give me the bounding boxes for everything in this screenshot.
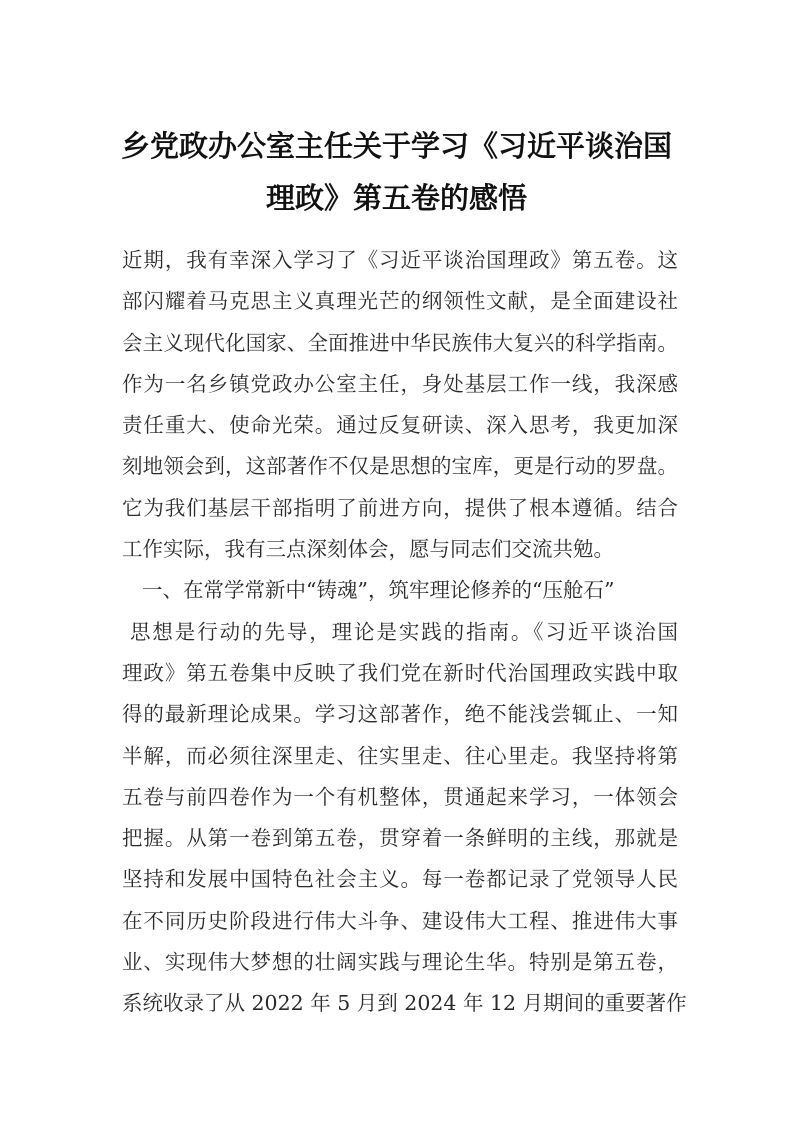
body-line: 部闪耀着马克思主义真理光芒的纲领性文献，是全面建设社 xyxy=(122,289,678,314)
body-line: 工作实际，我有三点深刻体会，愿与同志们交流共勉。 xyxy=(122,537,614,562)
section-heading: 一、在常学常新中“铸魂”，筑牢理论修养的“压舱石” xyxy=(142,578,615,603)
body-line: 责任重大、使命光荣。通过反复研读、深入思考，我更加深 xyxy=(122,413,678,438)
body-line: 理政》第五卷集中反映了我们党在新时代治国理政实践中取 xyxy=(122,660,678,685)
body-line: 它为我们基层干部指明了前进方向，提供了根本遵循。结合 xyxy=(122,495,678,520)
body-line: 业、实现伟大梦想的壮阔实践与理论生华。特别是第五卷， xyxy=(122,950,678,975)
body-line: 得的最新理论成果。学习这部著作，绝不能浅尝辄止、一知 xyxy=(122,702,678,727)
body-line: 坚持和发展中国特色社会主义。每一卷都记录了党领导人民 xyxy=(122,867,678,892)
body-line: 刻地领会到，这部著作不仅是思想的宝库，更是行动的罗盘。 xyxy=(122,454,678,479)
body-line: 半解，而必须往深里走、往实里走、往心里走。我坚持将第 xyxy=(122,743,678,768)
body-line: 作为一名乡镇党政办公室主任，身处基层工作一线，我深感 xyxy=(122,371,678,396)
body-line: 思想是行动的先导，理论是实践的指南。《习近平谈治国 xyxy=(130,619,678,644)
body-line: 近期，我有幸深入学习了《习近平谈治国理政》第五卷。这 xyxy=(122,248,678,272)
document-body xyxy=(122,240,687,1025)
title-line-1: 乡党政办公室主任关于学习《习近平谈治国 xyxy=(120,129,672,163)
title-line-2: 理政》第五卷的感悟 xyxy=(265,181,527,215)
body-line: 五卷与前四卷作为一个有机整体，贯通起来学习，一体领会 xyxy=(122,784,678,809)
body-line: 把握。从第一卷到第五卷，贯穿着一条鲜明的主线，那就是 xyxy=(122,826,678,851)
body-line: 系统收录了从 2022 年 5 月到 2024 年 12 月期间的重要著作 xyxy=(122,991,687,1016)
document-title xyxy=(100,120,693,224)
body-line: 会主义现代化国家、全面推进中华民族伟大复兴的科学指南。 xyxy=(122,330,678,355)
body-line: 在不同历史阶段进行伟大斗争、建设伟大工程、推进伟大事 xyxy=(122,908,678,933)
